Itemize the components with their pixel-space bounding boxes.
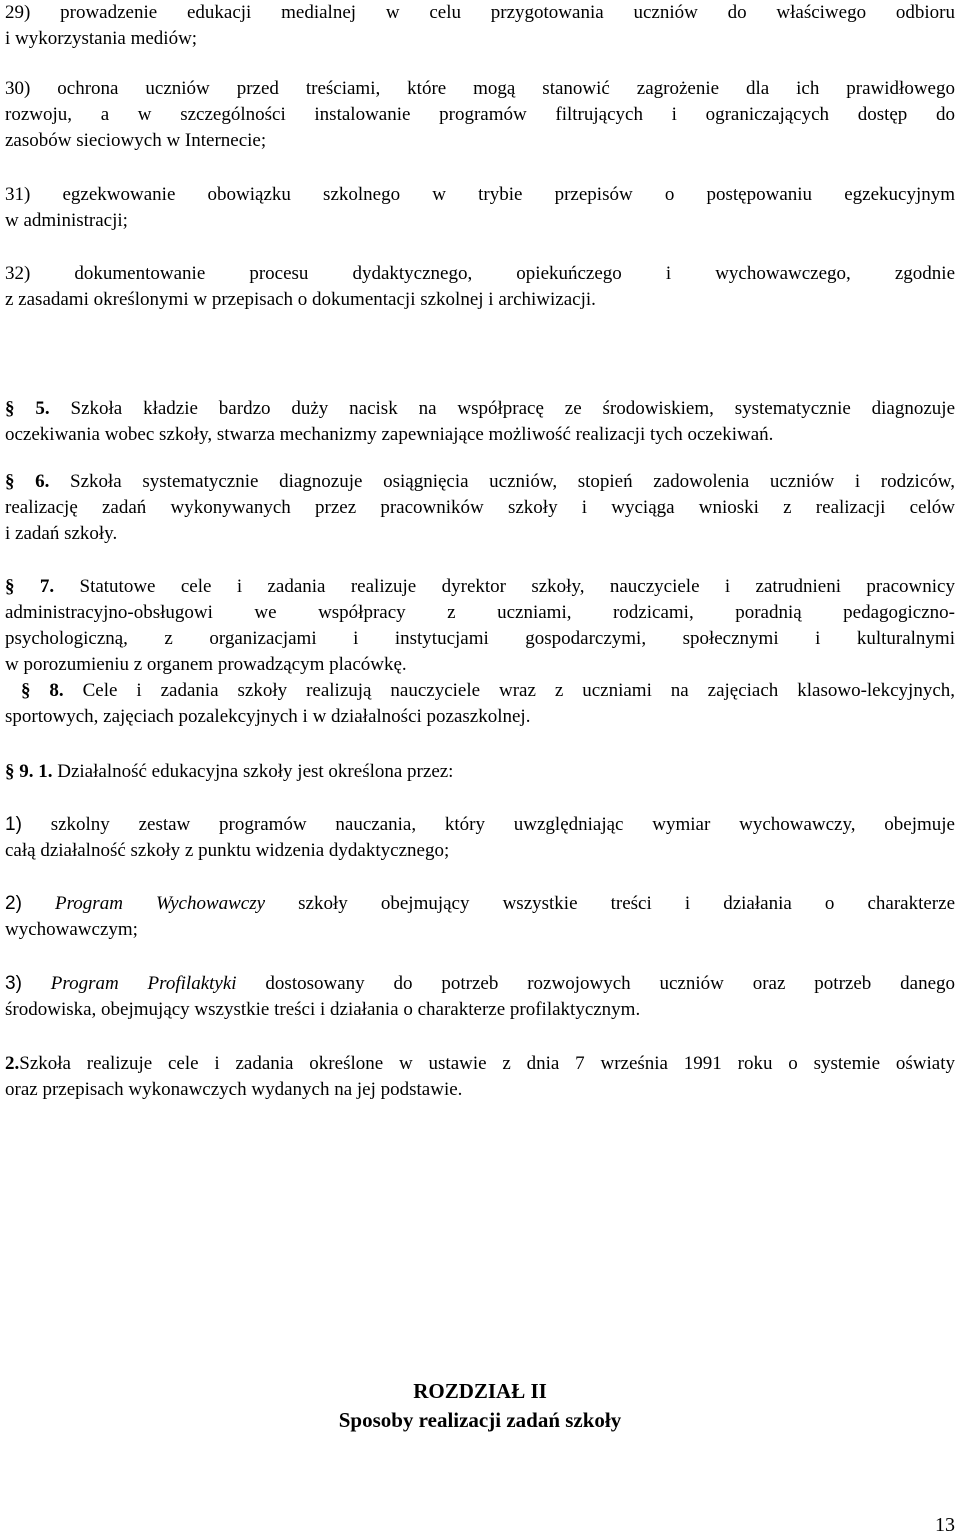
section-9-point-2-text1: Szkoła realizuje cele i zadania określone w ustawie z dnia 7 września 1991 roku o systemie oświaty	[19, 1053, 955, 1074]
section-8-line2: sportowych, zajęciach pozalekcyjnych i w działalności pozaszkolnej.	[5, 706, 531, 727]
section-9-sub-3-line1	[5, 971, 955, 997]
section-9-sub-1-text1: szkolny zestaw programów nauczania, który uwzględniając wymiar wychowawczy, obejmuje	[50, 814, 955, 835]
section-7-line4: w porozumieniu z organem prowadzącym placówkę.	[5, 654, 407, 675]
section-9-sub-2-text1: szkoły obejmujący wszystkie treści i działania o charakterze	[298, 893, 956, 914]
section-9-line1	[5, 759, 955, 785]
section-9-sub-3-title: Program Profilaktyki	[50, 973, 237, 994]
section-5-marker: § 5.	[5, 398, 50, 419]
section-6-marker: § 6.	[5, 471, 50, 492]
item-31	[5, 182, 955, 234]
section-9-sub-1-line2: całą działalność szkoły z punktu widzenia dydaktycznego;	[5, 840, 450, 861]
section-9-sub-1-line1	[5, 812, 955, 838]
section-5-text1: Szkoła kładzie bardzo duży nacisk na współpracę ze środowiskiem, systematycznie diagnozuje	[70, 398, 956, 419]
section-9-sub-2	[5, 891, 955, 943]
item-30-line2: rozwoju, a w szczególności instalowanie programów filtrujących i ograniczających dostęp do	[5, 104, 955, 125]
section-6-line1	[5, 469, 955, 495]
section-9-sub-3-num: 3)	[5, 973, 22, 994]
section-9-sub-2-num: 2)	[5, 893, 22, 914]
section-8-marker: § 8.	[21, 680, 64, 701]
section-9	[5, 759, 955, 785]
section-9-point-2	[5, 1051, 955, 1103]
section-6	[5, 469, 955, 547]
section-7-line1	[5, 574, 955, 600]
section-9-text1: Działalność edukacyjna szkoły jest określona przez:	[57, 761, 454, 782]
section-9-sub-1-num: 1)	[5, 814, 22, 835]
section-5	[5, 396, 955, 448]
item-31-line2: w administracji;	[5, 210, 128, 231]
section-8-line1	[5, 678, 955, 704]
section-9-sub-2-line1	[5, 891, 955, 917]
section-9-marker: § 9. 1.	[5, 761, 53, 782]
section-9-sub-2-title: Program Wychowawczy	[55, 893, 266, 914]
section-6-line2: realizację zadań wykonywanych przez pracowników szkoły i wyciąga wnioski z realizacji celów	[5, 497, 955, 518]
section-7-line2: administracyjno-obsługowi we współpracy z uczniami, rodzicami, poradnią pedagogiczno-	[5, 602, 955, 623]
section-7	[5, 574, 955, 678]
item-29-line1: 29) prowadzenie edukacji medialnej w celu przygotowania uczniów do właściwego odbioru	[5, 2, 955, 23]
item-32	[5, 261, 955, 313]
item-32-line2: z zasadami określonymi w przepisach o dokumentacji szkolnej i archiwizacji.	[5, 289, 596, 310]
section-7-text1: Statutowe cele i zadania realizuje dyrektor szkoły, nauczyciele i zatrudnieni pracownicy	[79, 576, 955, 597]
item-30-line1: 30) ochrona uczniów przed treściami, które mogą stanowić zagrożenie dla ich prawidłowego	[5, 78, 955, 99]
item-32-line1: 32) dokumentowanie procesu dydaktycznego, opiekuńczego i wychowawczego, zgodnie	[5, 263, 955, 284]
section-9-sub-1	[5, 812, 955, 864]
section-9-sub-3-line2: środowiska, obejmujący wszystkie treści i działania o charakterze profilaktycznym.	[5, 999, 641, 1020]
item-30-line3: zasobów sieciowych w Internecie;	[5, 130, 267, 151]
item-29	[5, 0, 955, 52]
section-9-point-2-num: 2.	[5, 1053, 20, 1074]
section-7-line3: psychologiczną, z organizacjami i instytucjami gospodarczymi, społecznymi i kulturalnymi	[5, 628, 955, 649]
section-9-sub-2-line2: wychowawczym;	[5, 919, 138, 940]
section-6-text1: Szkoła systematycznie diagnozuje osiągnięcia uczniów, stopień zadowolenia uczniów i rodziców,	[70, 471, 956, 492]
item-30	[5, 76, 955, 154]
section-6-line3: i zadań szkoły.	[5, 523, 118, 544]
section-9-point-2-line1	[5, 1051, 955, 1077]
section-8	[5, 678, 955, 730]
section-5-line2: oczekiwania wobec szkoły, stwarza mechanizmy zapewniające możliwość realizacji tych oczekiwań.	[5, 424, 774, 445]
section-9-sub-3	[5, 971, 955, 1023]
chapter-subtitle: Sposoby realizacji zadań szkoły	[338, 1408, 622, 1432]
chapter-title: ROZDZIAŁ II	[413, 1379, 547, 1403]
item-31-line1: 31) egzekwowanie obowiązku szkolnego w trybie przepisów o postępowaniu egzekucyjnym	[5, 184, 955, 205]
page-number: 13	[935, 1514, 955, 1536]
section-8-text1: Cele i zadania szkoły realizują nauczyciele wraz z uczniami na zajęciach klasowo-lekcyjnych,	[82, 680, 955, 701]
item-29-line2: i wykorzystania mediów;	[5, 28, 198, 49]
section-9-sub-3-text1: dostosowany do potrzeb rozwojowych uczniów oraz potrzeb danego	[265, 973, 955, 994]
section-7-marker: § 7.	[5, 576, 55, 597]
section-5-line1	[5, 396, 955, 422]
section-9-point-2-line2: oraz przepisach wykonawczych wydanych na jej podstawie.	[5, 1079, 463, 1100]
